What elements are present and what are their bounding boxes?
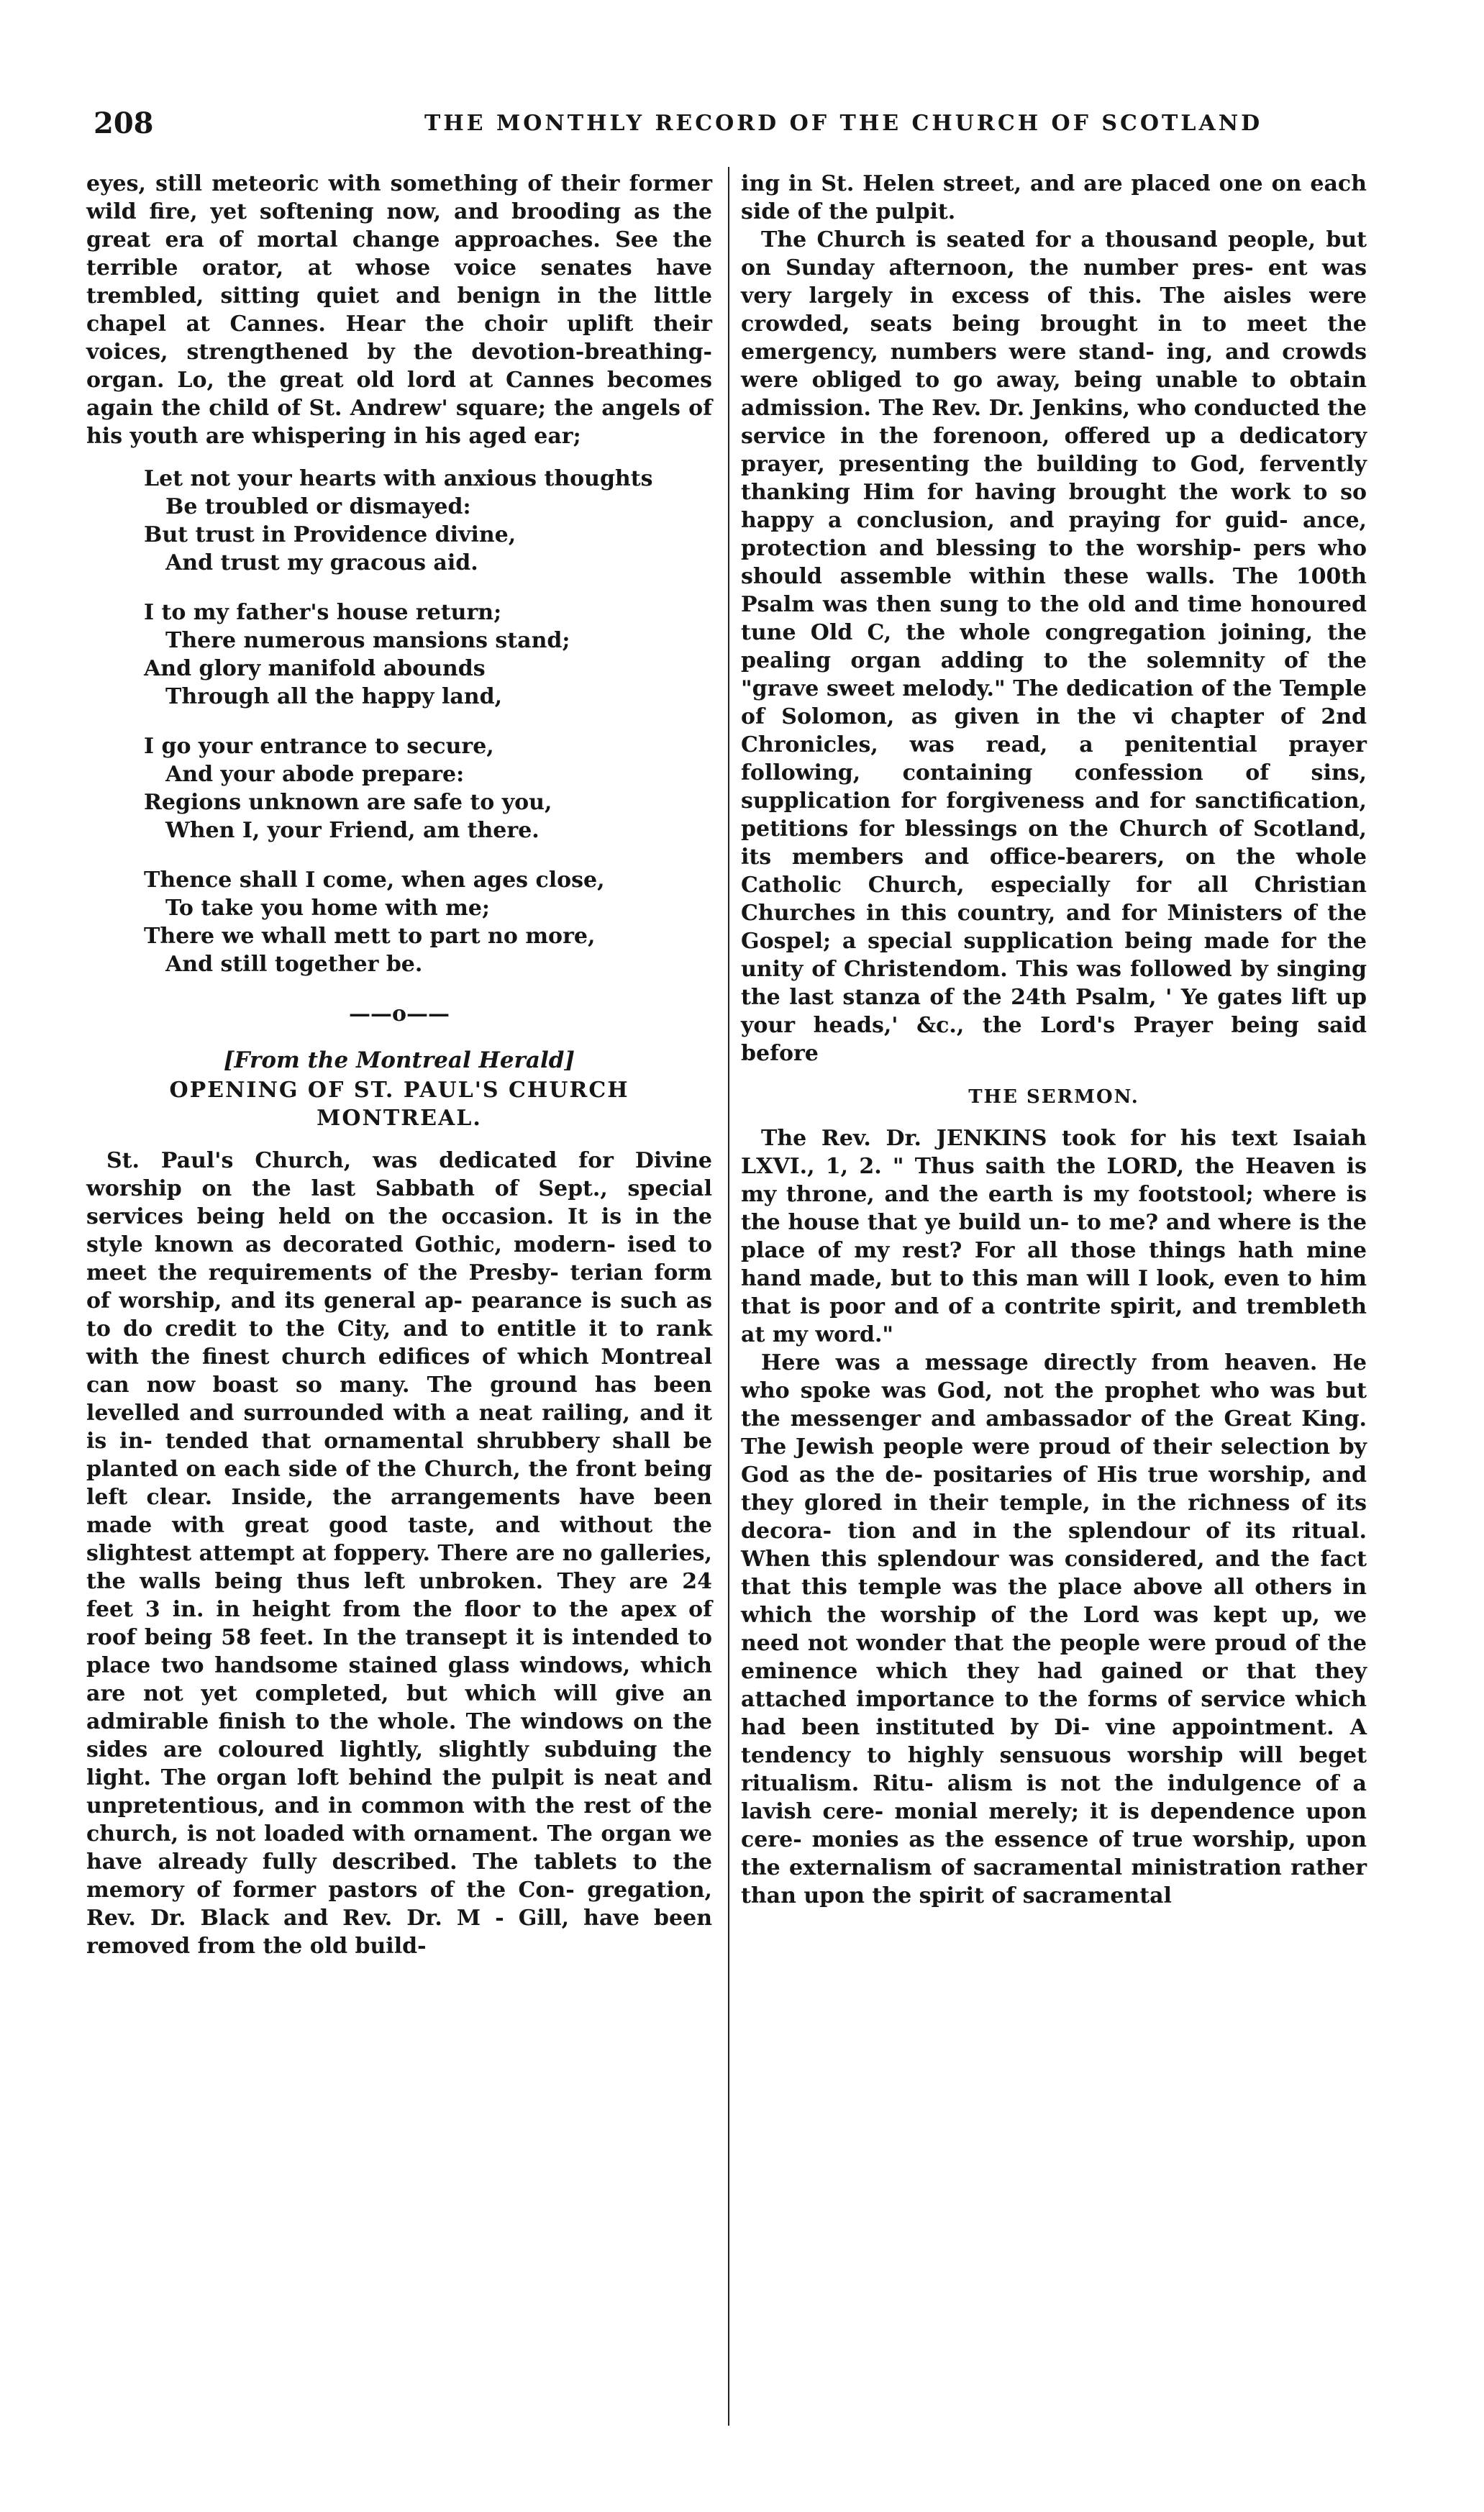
text-line: whose voice senates have trembled, sitting	[86, 255, 712, 309]
column-rule	[728, 167, 729, 2426]
text-line: Here was a message directly from heaven.	[761, 1350, 1333, 1375]
text-line: the forenoon, offered up a dedicatory prayer,	[741, 424, 1367, 477]
text-line: Churches in this country, and for Ministers	[741, 901, 1293, 926]
text-line: thanking Him for having brought the work	[741, 480, 1303, 505]
stanza	[144, 732, 712, 845]
text-line: pearance is such as to do credit to the City,	[86, 1288, 712, 1342]
text-line: of service which had been instituted by Di-	[741, 1687, 1367, 1740]
text-line: vine appointment. A tendency to highly	[741, 1715, 1367, 1768]
verse-line: Through all the happy land,	[165, 684, 503, 709]
running-title: THE MONTHLY RECORD OF THE CHURCH OF SCOTLAND	[424, 111, 1263, 136]
text-line: two handsome stained glass windows, which	[160, 1653, 712, 1678]
verse-line: And trust my gracous aid.	[165, 550, 478, 575]
text-line: was but the messenger and ambassador of	[741, 1378, 1367, 1432]
text-line: to me? and where is the place of my rest?	[741, 1210, 1367, 1263]
text-line: and time honoured tune Old C, the whole	[741, 592, 1367, 645]
text-line: Gill, have been removed from the old build-	[86, 1906, 713, 1959]
text-line: aisles were crowded, seats being brought in	[741, 283, 1367, 337]
text-line: &c., the Lord's Prayer being said before	[741, 1013, 1367, 1066]
intro-paragraph	[86, 170, 712, 450]
text-line: sensuous worship will beget ritualism. Ritu-	[741, 1743, 1367, 1796]
text-line: quiet and benign in the little chapel at	[86, 283, 713, 337]
text-line: worship on the last Sabbath of Sept., special	[86, 1176, 712, 1201]
text-line: rather than upon the spirit of sacramental	[741, 1855, 1367, 1908]
hymn	[86, 465, 712, 978]
text-line: the memory of former pastors of the Con-	[86, 1849, 712, 1903]
text-line: tion and in the splendour of its ritual. When	[741, 1519, 1367, 1572]
text-line: being unable to obtain admission. The Rev.	[741, 368, 1367, 421]
text-line: tended that ornamental shrubbery shall be	[165, 1429, 712, 1454]
text-line: proud of their selection by God as the de-	[741, 1434, 1367, 1488]
page-number: 208	[94, 106, 154, 140]
text-line: have already fully described. The tablets to	[86, 1849, 673, 1875]
text-line: St. Paul's Church, was dedicated for Divine	[106, 1148, 712, 1173]
verse-line: And your abode prepare:	[165, 762, 465, 787]
text-line: ent was very largely in excess of this. The	[741, 255, 1367, 309]
text-line: Lo, the great old lord at Cannes becomes	[177, 368, 712, 393]
paragraph-4	[741, 1349, 1367, 1910]
text-line: and to entitle it to rank with the finest church	[86, 1316, 713, 1370]
verse-line: But trust in Providence divine,	[144, 522, 516, 547]
stanza	[144, 599, 712, 711]
verse-line: Be troubled or dismayed:	[165, 494, 471, 519]
text-line: the style known as decorated Gothic, modern-	[86, 1204, 712, 1257]
text-line: again the child of St. Andrew' square; the	[86, 396, 602, 421]
text-line: in which the worship of the Lord was kept	[741, 1575, 1367, 1628]
text-line: on the sides are coloured lightly, slightly	[86, 1709, 712, 1762]
verse-line: When I, your Friend, am there.	[165, 818, 540, 843]
text-line: Catholic Church, especially for all Christian	[741, 873, 1367, 898]
text-line: to the solemnity of the "grave sweet melody."	[741, 648, 1367, 701]
article-title-line-1: OPENING OF ST. PAUL'S CHURCH	[169, 1078, 629, 1103]
text-line: forgiveness and for sanctification, petitions for	[741, 788, 1367, 842]
text-line: on each side of the pulpit.	[741, 171, 1367, 224]
verse-line: And glory manifold abounds	[144, 656, 486, 681]
text-line: to meet the emergency, numbers were stand-	[741, 311, 1367, 365]
verse-line: There numerous mansions stand;	[165, 628, 570, 653]
text-line: proud of the eminence which they had gained	[741, 1631, 1367, 1684]
text-line: subduing the light. The organ loft behind	[86, 1737, 712, 1790]
text-line: have been made with great good taste, and	[86, 1485, 712, 1538]
text-line: Dr. Jenkins, who conducted the service in	[741, 396, 1367, 449]
verse-line: I go your entrance to secure,	[144, 734, 494, 759]
verse-line: There we whall mett to part no more,	[144, 924, 596, 949]
section-heading: THE SERMON.	[968, 1086, 1139, 1108]
text-line: this splendour was considered, and the fact	[821, 1547, 1367, 1572]
text-line: The dedication of the Temple of Solomon, as	[741, 676, 1367, 729]
text-line: in their temple, in the richness of its decora-	[741, 1491, 1367, 1544]
text-line: aged ear;	[468, 424, 581, 449]
text-line: was followed by singing the last stanza of	[741, 957, 1367, 1010]
text-line: surrounded with a neat railing, and it is in-	[86, 1401, 712, 1454]
text-line: Cannes. Hear the choir uplift their voices,	[86, 311, 712, 365]
stanza	[144, 866, 712, 978]
verse-line: To take you home with me;	[165, 896, 490, 921]
text-line: being left clear. Inside, the arrangements	[86, 1457, 712, 1510]
article-title-line-2: MONTREAL.	[317, 1106, 482, 1131]
left-column	[86, 170, 712, 1960]
text-line: The 100th Psalm was then sung to the old	[741, 564, 1367, 617]
text-line: of the Gospel; a special supplication being	[741, 901, 1367, 954]
text-line: to so happy a conclusion, and praying for guid-	[741, 480, 1367, 533]
text-line: members and office-bearers, on the whole	[791, 845, 1367, 870]
separator: ——o——	[348, 1001, 450, 1027]
text-line: There are no galleries, the walls being thus	[86, 1541, 712, 1594]
text-line: planted on each side of the Church, the front	[86, 1457, 645, 1482]
text-line: ance, protection and blessing to the worship-	[741, 508, 1367, 561]
paragraph-3	[741, 1124, 1367, 1349]
verse-line: And still together be.	[165, 952, 423, 977]
text-line: Isaiah LXVI., 1, 2. " Thus saith the LORD,	[741, 1126, 1367, 1179]
text-line: blessings on the Church of Scotland, its	[741, 816, 1367, 870]
text-line: monial merely; it is dependence upon cere-	[741, 1799, 1367, 1852]
text-line: former wild fire, yet softening now, and	[86, 171, 712, 224]
text-line: admirable finish to the whole. The windows	[86, 1709, 634, 1734]
text-line: positaries of His true worship, and they glored	[741, 1462, 1367, 1516]
text-line: was read, a penitential prayer following,	[741, 732, 1367, 786]
text-line: the externalism of sacramental ministration	[741, 1855, 1291, 1880]
text-line: or that they attached importance to the forms	[741, 1659, 1367, 1712]
text-line: He who spoke was God, not the prophet who	[741, 1350, 1367, 1403]
text-line: monies as the essence of true worship, upon	[811, 1827, 1367, 1852]
text-line: given in the vi chapter of 2nd Chronicles,	[741, 704, 1367, 757]
text-line: the Heaven is my throne, and the earth is my	[741, 1154, 1367, 1207]
text-line: ing, and crowds were obliged to go away,	[741, 340, 1367, 393]
text-line: left unbroken. They are 24 feet 3 in. in height	[86, 1569, 712, 1622]
verse-line: Let not your hearts with anxious thoughts	[144, 466, 653, 491]
verse-line: Regions unknown are safe to you,	[144, 790, 552, 815]
text-line: footstool; where is the house that ye build un-	[741, 1182, 1367, 1235]
text-line: The Rev. Dr. JENKINS took for his text	[761, 1126, 1293, 1151]
right-column	[741, 170, 1367, 1910]
text-line: the Great King. The Jewish people were	[741, 1406, 1367, 1460]
paragraph-2	[741, 226, 1367, 1068]
text-line: feet. In the transept it is intended to place	[86, 1625, 712, 1678]
text-line: made for the unity of Christendom. This	[741, 929, 1367, 982]
text-line: that this temple was the place above all others	[741, 1575, 1343, 1600]
text-line: ing in St. Helen street, and are placed one	[741, 171, 1272, 196]
text-line: services being held on the occasion. It is in	[86, 1204, 673, 1229]
text-line: edifices of which Montreal can now boast so	[86, 1344, 712, 1398]
text-line: is poor and of a contrite spirit, and trembleth	[799, 1294, 1367, 1319]
page-header	[94, 106, 1403, 150]
text-line: are not yet completed, but which will give an	[86, 1681, 712, 1706]
verse-line: I to my father's house return;	[144, 600, 502, 625]
text-line: approaches. See the terrible orator, at	[86, 227, 712, 281]
source-line: [From the Montreal Herald]	[223, 1047, 575, 1073]
text-line: The Church is seated for a thousand people,	[761, 227, 1326, 252]
text-line: the pulpit is neat and unpretentious, and	[86, 1765, 713, 1819]
verse-line: Thence shall I come, when ages close,	[144, 868, 605, 893]
text-line: but on Sunday afternoon, the number pres-	[741, 227, 1367, 281]
text-line: strengthened by the devotion-breathing-organ.	[86, 340, 712, 393]
text-line: presenting the building to God, fervently	[839, 452, 1367, 477]
text-line: from the floor to the apex of roof being 58	[86, 1597, 712, 1650]
text-line: but to this man will I look, even to him that	[741, 1266, 1367, 1319]
text-line: in common with the rest of the church, is	[86, 1793, 712, 1847]
text-line: up, we need not wonder that the people were	[741, 1603, 1367, 1656]
text-line: containing confession of sins, supplication for	[741, 760, 1367, 814]
text-line: For all those things hath mine hand made,	[741, 1238, 1367, 1291]
text-line: the 24th Psalm, ' Ye gates lift up your heads,'	[741, 985, 1367, 1038]
text-line: eyes, still meteoric with something of their	[86, 171, 629, 196]
text-line: angels of his youth are whispering in his	[86, 396, 712, 449]
stanza	[144, 465, 712, 577]
text-line: at my word."	[741, 1322, 894, 1347]
text-line: congregation joining, the pealing organ adding	[741, 620, 1367, 673]
text-line: terian form of worship, and its general ap-	[86, 1260, 712, 1314]
paragraph-1	[741, 170, 1367, 226]
text-line: ised to meet the requirements of the Presby-	[86, 1232, 712, 1285]
text-line: alism is not the indulgence of a lavish cere-	[741, 1771, 1367, 1824]
text-line: gregation, Rev. Dr. Black and Rev. Dr. M -	[86, 1878, 712, 1931]
text-line: brooding as the great era of mortal change	[86, 199, 713, 252]
text-line: not loaded with ornament. The organ we	[215, 1821, 712, 1847]
article-title	[86, 1076, 712, 1132]
article-paragraph	[86, 1147, 712, 1960]
text-line: without the slightest attempt at foppery.	[86, 1513, 712, 1566]
text-line: pers who should assemble within these walls.	[741, 536, 1367, 589]
text-line: many. The ground has been levelled and	[86, 1373, 712, 1426]
